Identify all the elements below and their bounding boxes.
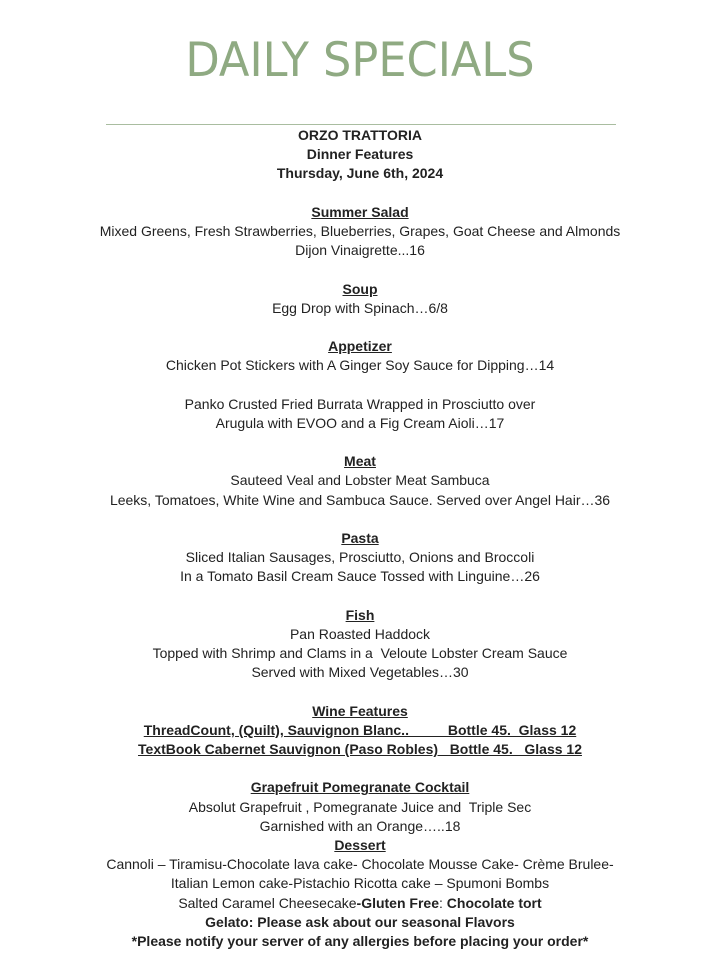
item-description: Dijon Vinaigrette...16 [295,242,425,259]
item-description: Served with Mixed Vegetables…30 [251,664,469,681]
section-heading: Soup [342,280,378,297]
item-description: Mixed Greens, Fresh Strawberries, Blueberries, Grapes, Goat Cheese and Almonds [99,222,621,239]
section-pasta [0,529,720,587]
section-heading: Meat [344,453,376,470]
item-description: Sliced Italian Sausages, Prosciutto, Onions and Broccoli [185,549,535,566]
gelato-note: Gelato: Please ask about our seasonal Flavors [205,913,515,930]
spacer [0,587,720,606]
wine-item: ThreadCount, (Quilt), Sauvignon Blanc.. Bottle 45. Glass 12 [143,721,577,738]
section-heading: Summer Salad [311,203,409,220]
spacer [0,510,720,529]
section-heading: Pasta [341,529,379,546]
item-description: Cannoli – Tiramisu-Chocolate lava cake- Chocolate Mousse Cake- Crème Brulee- [106,856,614,873]
item-description: Egg Drop with Spinach…6/8 [272,299,448,316]
spacer [0,318,720,337]
section-heading: Dessert [334,836,386,853]
spacer [0,682,720,701]
item-description: In a Tomato Basil Cream Sauce Tossed with Linguine…26 [180,568,540,585]
spacer [0,375,720,394]
wine-item: TextBook Cabernet Sauvignon (Paso Robles) Bottle 45. Glass 12 [138,741,582,757]
spacer [0,759,720,778]
menu-date: Thursday, June 6th, 2024 [276,165,444,182]
section-cocktail [0,778,720,836]
gluten-free-item: Chocolate tort [446,894,542,911]
item-description: Sauteed Veal and Lobster Meat Sambuca [230,472,490,489]
item-description [0,894,720,913]
section-meat [0,452,720,510]
section-wine [0,702,720,760]
spacer [0,184,720,203]
item-description: Pan Roasted Haddock [289,625,431,642]
item-description: Panko Crusted Fried Burrata Wrapped in Prosciutto over [184,395,536,412]
section-appetizer [0,337,720,433]
item-description: Chicken Pot Stickers with A Ginger Soy Sauce for Dipping…14 [165,357,555,374]
section-heading: Wine Features [312,702,408,719]
item-description: Arugula with EVOO and a Fig Cream Aioli…17 [215,414,505,431]
section-heading: Fish [345,606,375,623]
menu-subtitle: Dinner Features [306,146,414,163]
item-description: Garnished with an Orange…..18 [259,817,461,834]
banner-title: DAILY SPECIALS [185,33,535,88]
section-salad [0,203,720,261]
section-heading: Appetizer [328,338,392,355]
section-dessert [0,836,720,951]
divider-rule [106,124,616,125]
section-soup [0,280,720,318]
spacer [0,260,720,279]
spacer [0,433,720,452]
section-heading: Grapefruit Pomegranate Cocktail [250,779,470,796]
separator-text: : [439,894,447,911]
allergy-note: *Please notify your server of any allergies before placing your order* [131,932,589,949]
gluten-free-label: -Gluten Free [356,894,439,911]
item-description: Absolut Grapefruit , Pomegranate Juice and Triple Sec [188,798,532,815]
item-description: Italian Lemon cake-Pistachio Ricotta cake – Spumoni Bombs [170,875,550,892]
item-description: Topped with Shrimp and Clams in a Veloute Lobster Cream Sauce [152,645,568,662]
dessert-cheesecake: Salted Caramel Cheesecake [178,894,357,911]
menu-body [0,126,720,951]
restaurant-name: ORZO TRATTORIA [298,127,422,143]
section-fish [0,606,720,683]
item-description: Leeks, Tomatoes, White Wine and Sambuca Sauce. Served over Angel Hair…36 [109,491,611,508]
